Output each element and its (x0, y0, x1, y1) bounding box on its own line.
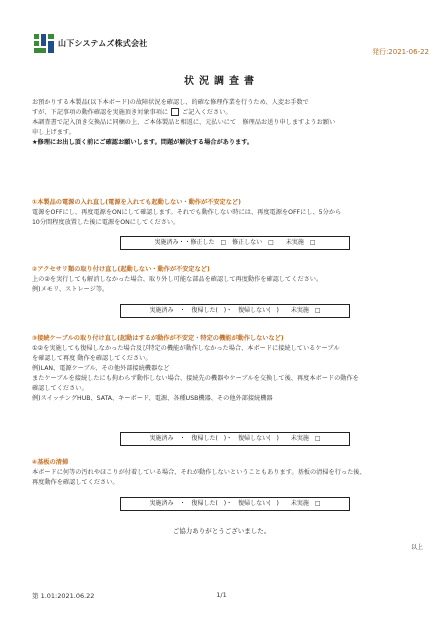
section-1-body-line: 電源をOFFにし、再度電源をONにして確認します。それでも動作しない時には、再度電源をOFFにし、5分から (32, 209, 342, 216)
end-mark: 以上 (410, 544, 423, 551)
section-2-body-line: 上の②を実行しても解消しなかった場合、取り外し可能な部品を確認して再度動作を確認してください。 (32, 276, 323, 283)
section-3-body-line: またケーブルを接続したにも拘わらず動作しない場合、接続先の機器やケーブルを交換して後、再度本ボードの動作を (32, 375, 359, 382)
footer-version: 第 1.01:2021.06.22 (32, 592, 95, 600)
section-2-answer-box[interactable]: 実施済み ・ 復帰した( )・ 復帰しない( ) 未実施 □ (120, 304, 350, 318)
section-4-body-line: 本ボードに何等の汚れやほこりが付着している場合、それが動作しないということもあります。基板の清掃を行った後、 (32, 469, 366, 476)
section-2-heading: ②アクセサリ類の取り付け直し(起動しない・動作が不安定など) (32, 266, 210, 273)
section-4-heading: ④基板の清掃 (32, 459, 69, 466)
document-title: 状況調査書 (184, 76, 259, 87)
section-3-body-line: を確認して再度 動作を確認してください。 (32, 355, 152, 362)
section-2 (32, 265, 412, 295)
section-3-body-line: 例)LAN、電源ケーブル、その他外部接続機器など (32, 365, 170, 372)
section-3-answer-box[interactable]: 実施済み ・ 復帰した( )・ 復帰しない( ) 未実施 □ (120, 432, 350, 446)
company-logo (34, 34, 56, 54)
section-4-answer-box[interactable]: 実施済み ・ 復帰した( )・ 復帰しない( ) 未実施 □ (120, 497, 350, 511)
section-1-heading: ①本製品の電源の入れ直し(電源を入れても起動しない・動作が不安定など) (32, 199, 241, 206)
section-4 (32, 458, 412, 488)
section-4-body-line: 再度動作を確認してください。 (32, 479, 119, 486)
section-1 (32, 198, 412, 228)
issue-date: 発行:2021-06-22 (371, 48, 429, 56)
section-1-answer-box[interactable]: 実施済み・・修正した □ 修正しない □ 未実施 □ (120, 236, 350, 250)
footer-page-number: 1/1 (216, 591, 227, 599)
intro-line-1: お預かりする本製品(以下本ボード)の故障状況を確認し、的確な修理作業を行うため、人変お手数で (32, 99, 309, 106)
section-3-body-line: 例)スイッチングHUB、SATA、キーボード、電源、各種USB機器、その他外部接続機器 (32, 395, 273, 402)
intro-line-2: すが、下記事項の動作確認を実施頂き対象事項に ご記入ください。 (32, 109, 232, 116)
section-3 (32, 334, 412, 404)
section-1-body-line: 10分間程度放置した後に電源をONにしてください。 (32, 219, 180, 226)
thanks-message: ご協力ありがとうございました。 (172, 527, 271, 535)
section-3-body-line: 確認してください。 (32, 385, 88, 392)
section-2-body-line: 例)メモリ、ストレージ等。 (32, 286, 109, 293)
section-3-body-line: ①②を実施しても復帰しなかった場合及び特定の機能が動作しなかった場合、本ボードに接続しているケーブル (32, 345, 340, 352)
intro-note: ★修理にお出し頂く前にご確認お願いします。問題が解決する場合があります。 (32, 139, 254, 146)
intro-text (32, 98, 412, 148)
company-name: 山下システムズ株式会社 (58, 39, 148, 48)
section-3-heading: ③接続ケーブルの取り付け直し(起動はするが動作が不安定・特定の機能が動作しないなど) (32, 335, 284, 342)
intro-line-4: 申し上げます。 (32, 129, 75, 136)
intro-line-3: 本調査書で記入頂き交換品に同梱の上、ご本体製品と相返に、元払いにて 修理品お送り申しますようお願い (32, 119, 336, 126)
checkbox-icon (171, 108, 179, 116)
